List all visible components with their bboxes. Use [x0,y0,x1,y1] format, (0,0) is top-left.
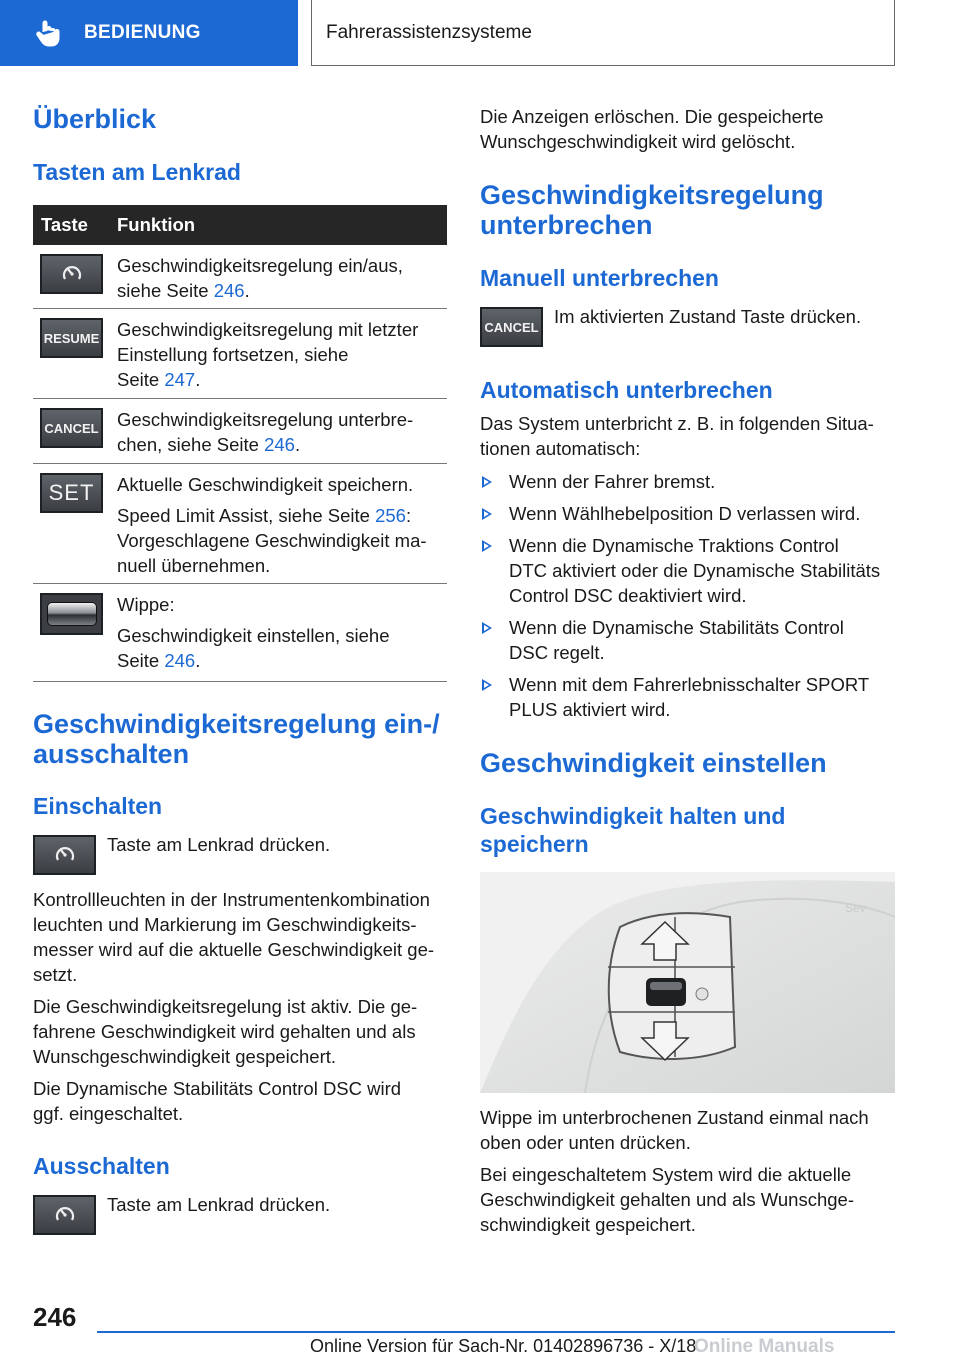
paragraph: Das System unterbricht z. B. in folgenden Situa- tionen automatisch: [480,413,874,459]
table-header [33,205,447,245]
row-desc: Geschwindigkeitsregelung unterbre- chen, siehe Seite 246. [117,409,414,455]
page-title: Überblick [33,104,157,134]
table-row [33,245,447,309]
footer-rule [97,1331,895,1333]
einschalten-text: Taste am Lenkrad drücken. [107,834,331,855]
table-row [33,584,447,682]
row-desc: Wippe: Geschwindigkeit einstellen, siehe Seite 246. [117,594,390,671]
triangle-bullet-icon [482,476,492,488]
row-desc: Geschwindigkeitsregelung mit letzter Einstellung fortsetzen, siehe Seite 247. [117,319,419,390]
table-row [33,309,447,399]
triangle-bullet-icon [482,679,492,691]
triangle-bullet-icon [482,622,492,634]
paragraph: Die Anzeigen erlöschen. Die gespeicherte Wunschgeschwindigkeit wird gelöscht. [480,106,824,152]
chapter-tab[interactable] [0,0,298,66]
table-row [33,464,447,584]
row-desc: Geschwindigkeitsregelung ein/aus, siehe Seite 246. [117,255,403,301]
page-number: 246 [33,1302,77,1332]
hand-pointer-icon [34,18,64,48]
paragraph: Die Dynamische Stabilitäts Control DSC wird ggf. eingeschaltet. [33,1078,402,1124]
cruise-control-icon [40,254,103,294]
section-title-einaus: Geschwindigkeitsregelung ein-/ ausschalten [33,709,440,769]
caption: Bei eingeschaltetem System wird die aktuelle Geschwindigkeit gehalten und als Wunschge- schwindigkeit gespeichert. [480,1164,854,1235]
watermark: Online Manuals [694,1336,835,1357]
col-taste: Taste [41,214,88,235]
page-link[interactable]: 246 [164,650,196,671]
row-desc: Aktuelle Geschwindigkeit speichern. Speed Limit Assist, siehe Seite 256: Vorgeschlagene Geschwindigkeit ma- nuell übernehmen. [117,474,427,576]
caption: Wippe im unterbrochenen Zustand einmal nach oben oder unten drücken. [480,1107,869,1153]
chapter-label: BEDIENUNG [84,22,201,43]
subheading-tasten: Tasten am Lenkrad [33,159,241,185]
page-link[interactable]: 246 [213,280,245,301]
subheading-automatisch: Automatisch unterbrechen [480,377,773,403]
paragraph: Die Geschwindigkeitsregelung ist aktiv. Die ge- fahrene Geschwindigkeit wird gehalten und als Wunschgeschwindigkeit gespeichert. [33,996,418,1067]
subheading-manuell: Manuell unterbrechen [480,265,719,291]
subheading-einschalten: Einschalten [33,793,163,819]
col-funktion: Funktion [117,214,196,235]
triangle-bullet-icon [482,540,492,552]
rocker-switch-icon [40,593,103,635]
steering-wheel-rocker-photo [480,872,895,1093]
cruise-control-icon [33,1195,96,1235]
cancel-button: CANCEL [480,307,543,347]
ausschalten-text: Taste am Lenkrad drücken. [107,1194,331,1215]
section-title: Fahrerassistenzsysteme [311,0,895,66]
section-title-unterbrechen: Geschwindigkeitsregelung unterbrechen [480,180,824,240]
page-link[interactable]: 247 [164,369,196,390]
resume-button: RESUME [40,318,103,358]
cancel-button: CANCEL [40,408,103,448]
set-button: SET [40,473,103,513]
triangle-bullet-icon [482,508,492,520]
subheading-halten: Geschwindigkeit halten und speichern [480,803,786,857]
paragraph: Kontrollleuchten in der Instrumentenkombination leuchten und Markierung im Geschwindigkeits- messer wird auf die aktuelle Geschwindigkeit ge- setzt. [33,889,435,985]
page-link[interactable]: 256 [375,505,406,526]
section-title-einstellen: Geschwindigkeit einstellen [480,748,827,778]
subheading-ausschalten: Ausschalten [33,1153,170,1179]
cruise-control-icon [33,835,96,875]
buttons-table [33,205,447,682]
footer-version: Online Version für Sach-Nr. 01402896736 - X/18 [310,1336,697,1356]
svg-text:Sev: Sev [845,901,866,915]
page-link[interactable]: 246 [264,434,295,455]
manuell-text: Im aktivierten Zustand Taste drücken. [554,306,862,327]
table-row [33,399,447,464]
